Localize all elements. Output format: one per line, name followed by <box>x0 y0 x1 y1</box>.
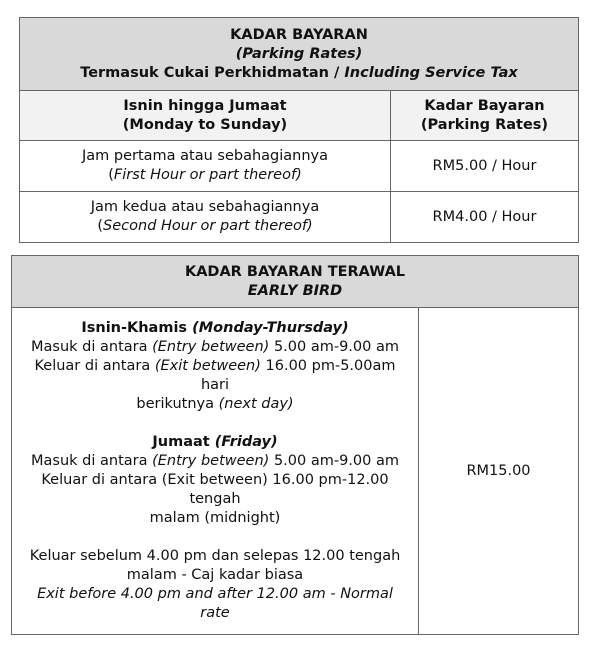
rate-label-ms: Jam pertama atau sebahagiannya <box>81 148 329 164</box>
friday-heading <box>16 433 414 452</box>
early-bird-subtitle: EARLY BIRD <box>247 282 343 299</box>
column-header-day-ms: Isnin hingga Jumaat <box>123 97 287 114</box>
paren: ( <box>97 218 104 234</box>
entry-time: 5.00 am-9.00 am <box>273 453 399 469</box>
column-header-day <box>20 91 391 141</box>
exit-ms: Keluar di antara <box>34 358 151 374</box>
table-row <box>20 141 579 192</box>
mon-thu-next-day <box>16 395 414 414</box>
service-tax-note-en: Including Service Tax <box>344 64 518 81</box>
entry-ms: Masuk di antara <box>31 453 148 469</box>
exit-en: (Exit between) <box>154 358 261 374</box>
service-tax-note-ms: Termasuk Cukai Perkhidmatan / <box>80 64 340 81</box>
friday-exit: Keluar di antara (Exit between) 16.00 pm-12.00 <box>41 472 389 488</box>
column-header-day-en: (Monday to Sunday) <box>122 116 288 133</box>
entry-en: (Entry between) <box>152 339 270 355</box>
friday-exit-cont1: tengah <box>189 491 241 507</box>
friday-heading-ms: Jumaat <box>152 434 210 450</box>
rate-value: RM4.00 / Hour <box>391 192 579 243</box>
mon-thu-entry <box>16 338 414 357</box>
mon-thu-heading-en: (Monday-Thursday) <box>192 320 349 336</box>
normal-rate-ms-1: Keluar sebelum 4.00 pm dan selepas 12.00 tengah <box>29 548 401 564</box>
normal-rate-ms-2: malam - Caj kadar biasa <box>126 567 304 583</box>
parking-rates-title: KADAR BAYARAN <box>230 26 368 43</box>
paren: ( <box>108 167 114 183</box>
column-header-rate <box>391 91 579 141</box>
friday-exit-cont2: malam (midnight) <box>149 510 281 526</box>
early-bird-header <box>12 256 579 308</box>
entry-ms: Masuk di antara <box>31 339 148 355</box>
column-header-rate-ms: Kadar Bayaran <box>424 97 545 114</box>
mon-thu-heading <box>16 319 414 338</box>
normal-rate-en-1: Exit before 4.00 pm and after 12.00 am - Normal <box>37 586 393 602</box>
friday-entry <box>16 452 414 471</box>
friday-heading-en: (Friday) <box>214 434 278 450</box>
parking-rates-header <box>20 18 579 91</box>
rate-label-cell <box>20 141 391 192</box>
next-day-en: (next day) <box>218 396 294 412</box>
table-row <box>20 192 579 243</box>
service-tax-note <box>24 64 574 83</box>
rate-label-en: First Hour or part thereof) <box>113 167 302 183</box>
exit-time: 16.00 pm-5.00am <box>265 358 396 374</box>
early-bird-rate: RM15.00 <box>419 308 579 635</box>
early-bird-conditions <box>12 308 419 635</box>
early-bird-table <box>11 255 579 635</box>
next-day-ms: berikutnya <box>136 396 214 412</box>
rate-label-cell <box>20 192 391 243</box>
column-header-rate-en: (Parking Rates) <box>420 116 549 133</box>
entry-time: 5.00 am-9.00 am <box>273 339 399 355</box>
rate-value: RM5.00 / Hour <box>391 141 579 192</box>
mon-thu-exit <box>16 357 414 376</box>
parking-rates-subtitle: (Parking Rates) <box>235 45 363 62</box>
entry-en: (Entry between) <box>152 453 270 469</box>
parking-rates-table <box>19 17 579 243</box>
rate-label-en: Second Hour or part thereof) <box>103 218 313 234</box>
early-bird-title: KADAR BAYARAN TERAWAL <box>184 263 406 280</box>
mon-thu-exit-cont: hari <box>200 377 230 393</box>
rate-label-ms: Jam kedua atau sebahagiannya <box>90 199 320 215</box>
normal-rate-en-2: rate <box>200 605 230 621</box>
mon-thu-heading-ms: Isnin-Khamis <box>81 320 188 336</box>
